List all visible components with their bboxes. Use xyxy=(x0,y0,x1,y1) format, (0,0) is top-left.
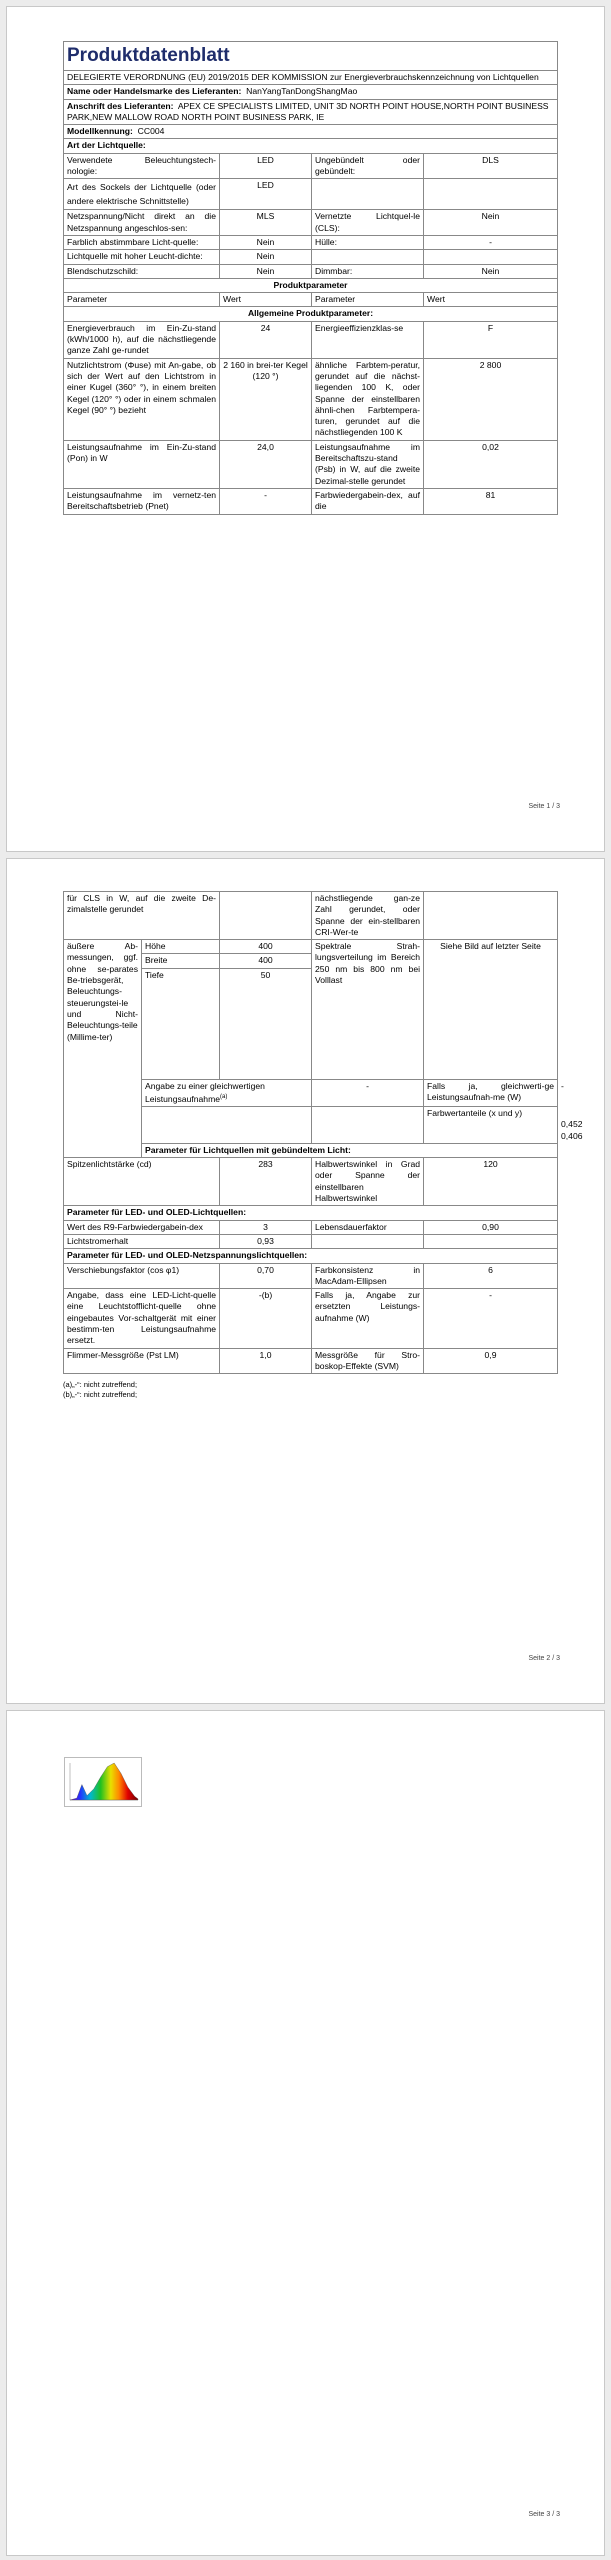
type-row xyxy=(64,179,558,210)
directional-heading: Parameter für Lichtquellen mit gebündeltem Licht: xyxy=(142,1143,558,1157)
param-value xyxy=(220,892,312,940)
flicker-label: Flimmer-Messgröße (Pst LM) xyxy=(64,1348,220,1374)
general-params-heading: Allgemeine Produktparameter: xyxy=(64,307,558,321)
flicker-value: 1,0 xyxy=(220,1348,312,1374)
col-value: Wert xyxy=(220,293,312,307)
param-row xyxy=(64,1263,558,1289)
type-label: Blendschutzschild: xyxy=(64,264,220,278)
dim-depth-value: 50 xyxy=(220,968,312,1079)
dims-row xyxy=(64,940,558,954)
param-value: 24 xyxy=(220,321,312,358)
peak-label: Spitzenlichtstärke (cd) xyxy=(64,1158,220,1206)
param-value: 24,0 xyxy=(220,440,312,488)
model-row xyxy=(64,125,558,139)
type-row xyxy=(64,153,558,179)
supplier-name-label: Name oder Handelsmarke des Lieferanten: xyxy=(67,86,242,97)
type-value: LED xyxy=(220,153,312,179)
param-row xyxy=(64,1289,558,1348)
param-row xyxy=(64,1158,558,1206)
equiv-label xyxy=(142,1079,312,1106)
type-row xyxy=(64,210,558,236)
strobo-label: Messgröße für Stro-boskop-Effekte (SVM) xyxy=(312,1348,424,1374)
footnote-a: (a)„-“: nicht zutreffend; xyxy=(63,1380,138,1390)
life-label: Lebensdauerfaktor xyxy=(312,1220,424,1234)
type-value: Nein xyxy=(220,235,312,249)
col-value-2: Wert xyxy=(424,293,558,307)
chroma-row: Farbwertanteile (x und y) 0,452 0,406 xyxy=(64,1107,558,1144)
param-value-2: 2 800 xyxy=(424,358,558,440)
param-row xyxy=(64,1234,558,1248)
param-row xyxy=(64,892,558,940)
supplier-name-row xyxy=(64,85,558,99)
strobo-value: 0,9 xyxy=(424,1348,558,1374)
equiv-footnote: (a) xyxy=(220,1094,228,1101)
macadam-label: Farbkonsistenz in MacAdam-Ellipsen xyxy=(312,1263,424,1289)
param-label-2: Farbwiedergabein-dex, auf die xyxy=(312,488,424,514)
spectrum-area xyxy=(70,1763,138,1800)
replace-value-2: - xyxy=(424,1289,558,1348)
type-value-2: Nein xyxy=(424,264,558,278)
dim-width-label: Breite xyxy=(142,954,220,968)
param-row xyxy=(64,1348,558,1374)
empty-cell xyxy=(142,1107,312,1144)
dim-height-value: 400 xyxy=(220,940,312,954)
maint-value: 0,93 xyxy=(220,1234,312,1248)
type-label-2 xyxy=(312,179,424,210)
model-label: Modellkennung: xyxy=(67,126,133,137)
cos-label: Verschiebungsfaktor (cos φ1) xyxy=(64,1263,220,1289)
dims-label: äußere Ab-messungen, ggf. ohne se-parates Be-triebsgerät, Beleuchtungs-steuerungstei-le und Nicht-Beleuchtungs-teile (Millime-ter) xyxy=(64,940,142,1158)
type-value-2: Nein xyxy=(424,210,558,236)
equiv-value: - xyxy=(312,1079,424,1106)
mains-heading: Parameter für LED- und OLED-Netzspannungslichtquellen: xyxy=(64,1249,558,1263)
type-value: LED xyxy=(220,179,312,210)
type-label-2: Ungebündelt oder gebündelt: xyxy=(312,153,424,179)
param-row xyxy=(64,1220,558,1234)
param-label: Leistungsaufnahme im vernetz-ten Bereitschaftsbetrieb (Pnet) xyxy=(64,488,220,514)
empty-cell xyxy=(424,1234,558,1248)
spectrum-chart xyxy=(64,1757,142,1807)
page-2-content xyxy=(63,891,583,1400)
type-value: MLS xyxy=(220,210,312,236)
footnotes xyxy=(63,1380,557,1400)
replace-label: Angabe, dass eine LED-Licht-quelle eine Leuchtstofflicht-quelle ohne eingebautes Vor-schaltgerät mit einer bestimm-ten Leistungsaufnahme ersetzt. xyxy=(64,1289,220,1348)
equiv-label-text: Angabe zu einer gleichwertigen Leistungsaufnahme xyxy=(145,1080,265,1104)
empty-cell xyxy=(312,1234,424,1248)
param-label: Energieverbrauch im Ein-Zu-stand (kWh/1000 h), auf die nächstliegende ganze Zahl ge-rundet xyxy=(64,321,220,358)
param-label-2: Leistungsaufnahme im Bereitschaftszu-stand (Psb) in W, auf die zweite Dezimal-stelle gerundet xyxy=(312,440,424,488)
param-row xyxy=(64,321,558,358)
footnote-b: (b)„-“: nicht zutreffend; xyxy=(63,1390,138,1400)
page-title: Produktdatenblatt xyxy=(64,42,558,71)
life-value: 0,90 xyxy=(424,1220,558,1234)
param-value: - xyxy=(220,488,312,514)
param-row xyxy=(64,440,558,488)
page-footer: Seite 1 / 3 xyxy=(528,803,560,810)
page-1-content xyxy=(63,41,557,515)
beam-label: Halbwertswinkel in Grad oder Spanne der einstellbaren Halbwertswinkel xyxy=(312,1158,424,1206)
col-param-2: Parameter xyxy=(312,293,424,307)
address-label: Anschrift des Lieferanten: xyxy=(67,100,174,111)
macadam-value: 6 xyxy=(424,1263,558,1289)
type-value: Nein xyxy=(220,264,312,278)
beam-value: 120 xyxy=(424,1158,558,1206)
param-value-2: F xyxy=(424,321,558,358)
page-1 xyxy=(6,6,605,852)
type-label-2 xyxy=(312,250,424,264)
type-value-2 xyxy=(424,179,558,210)
param-label-2: Energieeffizienzklas-se xyxy=(312,321,424,358)
type-row xyxy=(64,264,558,278)
type-label: Verwendete Beleuchtungstech-nologie: xyxy=(64,153,220,179)
param-label: für CLS in W, auf die zweite De-zimalstelle gerundet xyxy=(64,892,220,940)
peak-value: 283 xyxy=(220,1158,312,1206)
type-value: Nein xyxy=(220,250,312,264)
chroma-label: Farbwertanteile (x und y) xyxy=(424,1107,558,1144)
param-value-2: 81 xyxy=(424,488,558,514)
supplier-address-row xyxy=(64,99,558,125)
param-label-2: ähnliche Farbtem-peratur, gerundet auf die nächst-liegenden 100 K, oder Spanne der einstellbaren ähnli-chen Farbtempera-turen, gerundet auf die nächstliegenden 100 K xyxy=(312,358,424,440)
param-value: 2 160 in brei-ter Kegel (120 °) xyxy=(220,358,312,440)
empty-cell xyxy=(312,1107,424,1144)
type-label-2: Vernetzte Lichtquel-le (CLS): xyxy=(312,210,424,236)
param-row xyxy=(64,358,558,440)
r9-value: 3 xyxy=(220,1220,312,1234)
type-label-2: Hülle: xyxy=(312,235,424,249)
spectral-value: Siehe Bild auf letzter Seite xyxy=(424,940,558,1080)
maint-label: Lichtstromerhalt xyxy=(64,1234,220,1248)
param-value-2 xyxy=(424,892,558,940)
type-label: Art des Sockels der Lichtquelle (oder andere elektrische Schnittstelle) xyxy=(64,179,220,210)
type-value-2: DLS xyxy=(424,153,558,179)
type-label-2: Dimmbar: xyxy=(312,264,424,278)
dim-height-label: Höhe xyxy=(142,940,220,954)
type-label: Farblich abstimmbare Licht-quelle: xyxy=(64,235,220,249)
type-row xyxy=(64,250,558,264)
light-type-heading: Art der Lichtquelle: xyxy=(64,139,558,153)
spectral-label: Spektrale Strah-lungsverteilung im Bereich 250 nm bis 800 nm bei Volllast xyxy=(312,940,424,1080)
type-label: Lichtquelle mit hoher Leucht-dichte: xyxy=(64,250,220,264)
equiv-label-2: Falls ja, gleichwerti-ge Leistungsaufnah-me (W) xyxy=(424,1079,558,1106)
product-params-heading: Produktparameter xyxy=(64,278,558,292)
page-footer: Seite 3 / 3 xyxy=(528,2511,560,2518)
column-header-row xyxy=(64,293,558,307)
param-label: Leistungsaufnahme im Ein-Zu-stand (Pon) in W xyxy=(64,440,220,488)
type-row xyxy=(64,235,558,249)
model-id: CC004 xyxy=(137,126,165,137)
page-2 xyxy=(6,858,605,1704)
datasheet-table-continued xyxy=(63,891,583,1374)
param-label-2: nächstliegende gan-ze Zahl gerundet, oder Spanne der ein-stellbaren CRI-Wer-te xyxy=(312,892,424,940)
supplier-address: APEX CE SPECIALISTS LIMITED, UNIT 3D NORTH POINT HOUSE,NORTH POINT BUSINESS PARK,NEW MALLOW ROAD NORTH POINT BUSINESS PARK, IE xyxy=(67,100,549,122)
page-3 xyxy=(6,1710,605,2556)
replace-label-2: Falls ja, Angabe zur ersetzten Leistungs-aufnahme (W) xyxy=(312,1289,424,1348)
dim-depth-label: Tiefe xyxy=(142,968,220,1079)
replace-value: -(b) xyxy=(220,1289,312,1348)
type-value-2: - xyxy=(424,235,558,249)
cos-value: 0,70 xyxy=(220,1263,312,1289)
type-label: Netzspannung/Nicht direkt an die Netzspannung angeschlos-sen: xyxy=(64,210,220,236)
equiv-row: Angabe zu einer gleichwertigen Leistungsaufnahme$^{(a)}$ - Falls ja, gleichwerti-ge Leistungsaufnah-me (W) - xyxy=(64,1079,558,1106)
supplier-name: NanYangTanDongShangMao xyxy=(246,86,358,97)
param-row xyxy=(64,488,558,514)
col-param: Parameter xyxy=(64,293,220,307)
led-heading: Parameter für LED- und OLED-Lichtquellen: xyxy=(64,1206,558,1220)
type-value-2 xyxy=(424,250,558,264)
param-label: Nutzlichtstrom (Φuse) mit An-gabe, ob sich der Wert auf den Lichtstrom in einer Kugel (360° °), in einem breiten Kegel (120° °) oder in einem schmalen Kegel (90° °) bezieht xyxy=(64,358,220,440)
page-footer: Seite 2 / 3 xyxy=(528,1655,560,1662)
param-value-2: 0,02 xyxy=(424,440,558,488)
datasheet-table-header xyxy=(63,41,558,515)
regulation-text: DELEGIERTE VERORDNUNG (EU) 2019/2015 DER KOMMISSION zur Energieverbrauchskennzeichnung von Lichtquellen xyxy=(64,71,558,85)
spectrum-svg xyxy=(65,1758,141,1806)
r9-label: Wert des R9-Farbwiedergabein-dex xyxy=(64,1220,220,1234)
dim-width-value: 400 xyxy=(220,954,312,968)
